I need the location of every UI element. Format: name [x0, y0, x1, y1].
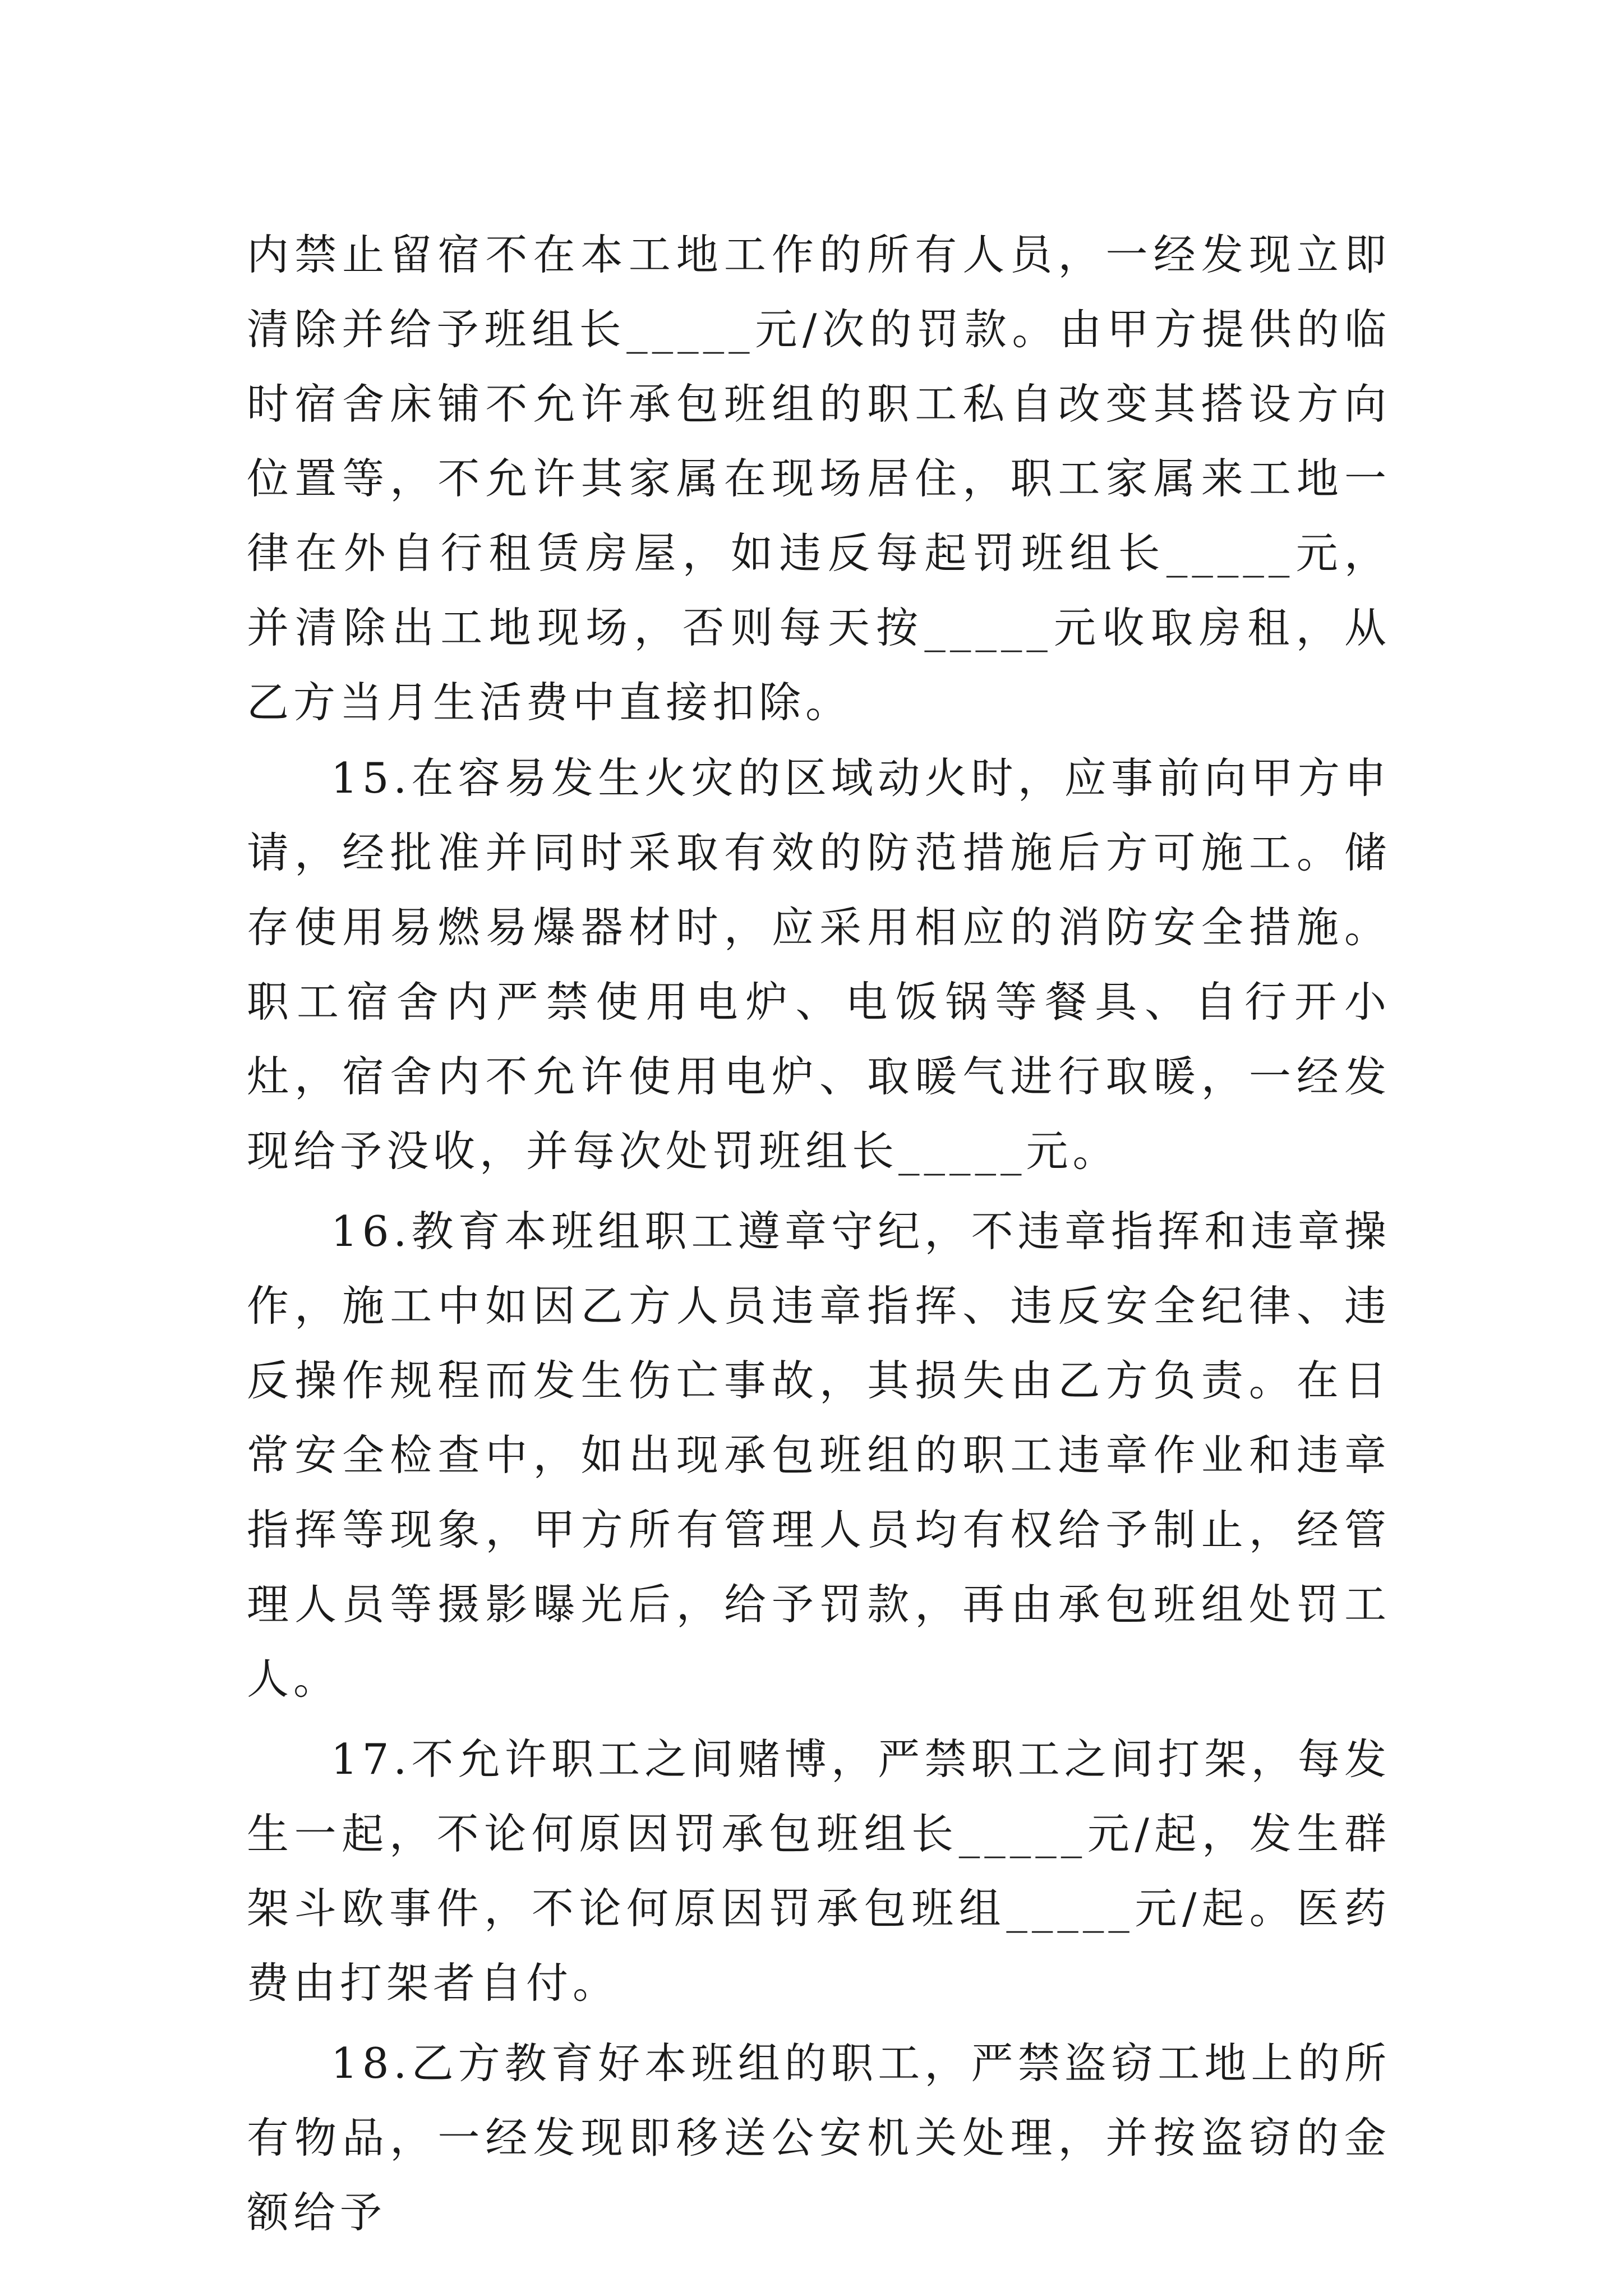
paragraph-14-continued: 内禁止留宿不在本工地工作的所有人员，一经发现立即清除并给予班组长_____元/次的罚款。由甲方提供的临时宿舍床铺不允许承包班组的职工私自改变其搭设方向位置等，不允许其家属在现场居住，职工家属来工地一律在外自行租赁房屋，如违反每起罚班组长_____元，并清除出工地现场，否则每天按_____元收取房租，从乙方当月生活费中直接扣除。: [247, 230, 1391, 727]
document-body: [247, 218, 1391, 2250]
paragraph-15: 15.在容易发生火灾的区域动火时，应事前向甲方申请，经批准并同时采取有效的防范措施后方可施工。储存使用易燃易爆器材时，应采用相应的消防安全措施。职工宿舍内严禁使用电炉、电饭锅等餐具、自行开小灶，宿舍内不允许使用电炉、取暖气进行取暖，一经发现给予没收，并每次处罚班组长_____元。: [247, 753, 1391, 1176]
paragraph-16: 16.教育本班组职工遵章守纪，不违章指挥和违章操作，施工中如因乙方人员违章指挥、违反安全纪律、违反操作规程而发生伤亡事故，其损失由乙方负责。在日常安全检查中，如出现承包班组的职工违章作业和违章指挥等现象，甲方所有管理人员均有权给予制止，经管理人员等摄影曝光后，给予罚款，再由承包班组处罚工人。: [247, 1207, 1391, 1704]
paragraph-18: 18.乙方教育好本班组的职工，严禁盗窃工地上的所有物品，一经发现即移送公安机关处理，并按盗窃的金额给予: [247, 2039, 1391, 2237]
paragraph-17: 17.不允许职工之间赌博，严禁职工之间打架，每发生一起，不论何原因罚承包班组长_____元/起，发生群架斗欧事件，不论何原因罚承包班组_____元/起。医药费由打架者自付。: [247, 1734, 1391, 2008]
